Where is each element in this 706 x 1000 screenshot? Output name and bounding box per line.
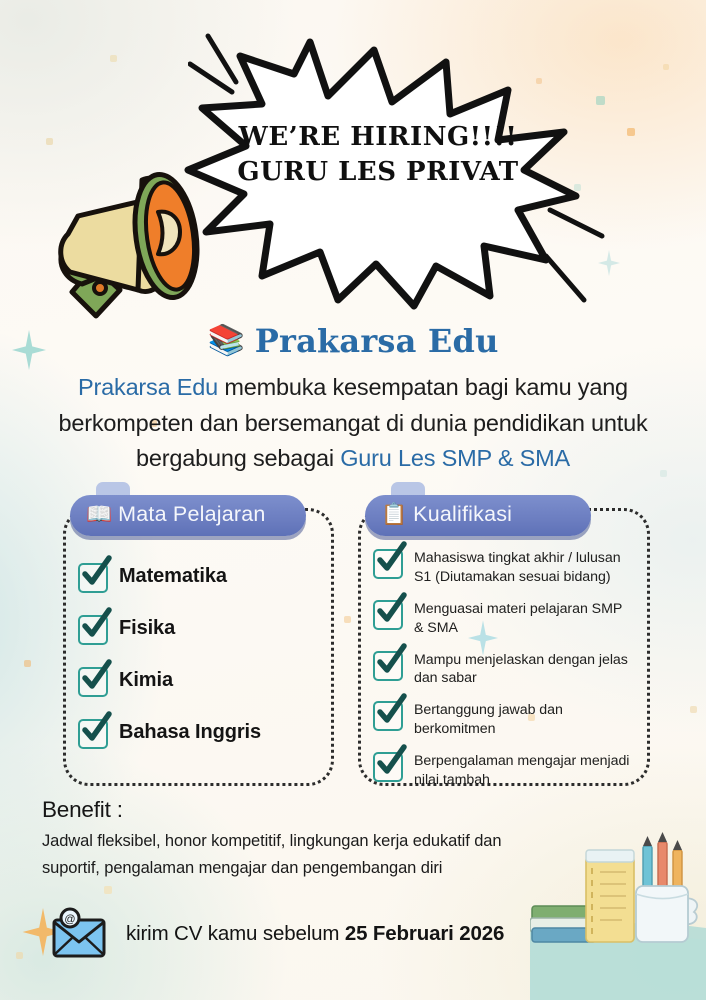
list-item bbox=[373, 700, 635, 739]
confetti-speck bbox=[24, 660, 31, 667]
checkbox-checked-icon bbox=[78, 719, 108, 749]
confetti-speck bbox=[104, 886, 112, 894]
list-item bbox=[78, 562, 318, 593]
motion-lines bbox=[540, 200, 626, 310]
headline-line-2: GURU LES PRIVAT bbox=[237, 156, 519, 187]
qualifications-card-title: Kualifikasi bbox=[413, 502, 513, 526]
headline-block bbox=[178, 120, 578, 189]
list-item bbox=[78, 718, 318, 749]
confetti-speck bbox=[663, 64, 669, 70]
subjects-pill bbox=[70, 495, 306, 536]
deadline-row bbox=[48, 908, 504, 960]
envelope-icon bbox=[48, 908, 110, 960]
headline-line-1: WE’RE HIRING!!!! bbox=[238, 122, 518, 152]
open-book-icon: 📖 bbox=[86, 503, 113, 526]
list-item bbox=[373, 751, 635, 790]
checkbox-checked-icon bbox=[78, 615, 108, 645]
checkbox-checked-icon bbox=[78, 563, 108, 593]
confetti-speck bbox=[690, 706, 697, 713]
checkbox-checked-icon bbox=[373, 651, 403, 681]
checkbox-checked-icon bbox=[373, 549, 403, 579]
deadline-text bbox=[126, 922, 504, 946]
subjects-list bbox=[78, 562, 318, 770]
checkbox-checked-icon bbox=[373, 600, 403, 630]
subjects-card-header bbox=[70, 495, 306, 536]
list-item bbox=[373, 650, 635, 689]
qualifications-list bbox=[373, 548, 635, 802]
desk-illustration bbox=[530, 810, 706, 1000]
list-item bbox=[373, 548, 635, 587]
books-icon: 📚 bbox=[207, 324, 245, 357]
confetti-speck bbox=[344, 616, 351, 623]
list-item bbox=[78, 666, 318, 697]
deadline-prefix: kirim CV kamu sebelum bbox=[126, 922, 345, 945]
motion-lines bbox=[188, 28, 278, 108]
intro-body: membuka kesempatan bagi kamu yang berkompeten dan bersemangat di dunia pendidikan untuk bergabung sebagai bbox=[58, 374, 648, 472]
checkbox-checked-icon bbox=[78, 667, 108, 697]
qualification-label: Bertanggung jawab dan berkomitmen bbox=[414, 702, 563, 738]
qualification-label: Mampu menjelaskan dengan jelas dan sabar bbox=[414, 651, 628, 687]
confetti-speck bbox=[596, 96, 605, 105]
intro-role-highlight: Guru Les SMP & SMA bbox=[340, 445, 570, 472]
benefit-body: Jadwal fleksibel, honor kompetitif, lingkungan kerja edukatif dan suportif, pengalaman mengajar dan pengembangan diri bbox=[42, 832, 502, 877]
subject-label: Kimia bbox=[119, 669, 173, 691]
qualification-label: Mahasiswa tingkat akhir / lulusan S1 (Diutamakan sesuai bidang) bbox=[414, 550, 621, 585]
qualification-label: Menguasai materi pelajaran SMP & SMA bbox=[414, 600, 623, 636]
clipboard-icon: 📋 bbox=[381, 503, 408, 526]
checkbox-checked-icon bbox=[373, 752, 403, 782]
subject-label: Fisika bbox=[119, 617, 176, 639]
deadline-date: 25 Februari 2026 bbox=[344, 922, 505, 945]
benefit-section bbox=[42, 797, 512, 881]
brand-heading bbox=[0, 322, 706, 360]
qualification-label: Berpengalaman mengajar menjadi nilai tambah bbox=[414, 753, 630, 788]
brand-name: Prakarsa Edu bbox=[254, 322, 499, 360]
subject-label: Matematika bbox=[119, 565, 227, 587]
list-item bbox=[373, 599, 635, 638]
intro-paragraph bbox=[22, 370, 684, 477]
svg-text:@: @ bbox=[64, 913, 76, 926]
list-item bbox=[78, 614, 318, 645]
intro-brand-lead: Prakarsa Edu bbox=[78, 374, 219, 400]
confetti-speck bbox=[110, 55, 117, 62]
qualifications-card-header bbox=[365, 495, 591, 536]
subject-label: Bahasa Inggris bbox=[119, 721, 261, 743]
checkbox-checked-icon bbox=[373, 701, 403, 731]
subjects-card-title: Mata Pelajaran bbox=[118, 502, 266, 526]
qualifications-pill bbox=[365, 495, 591, 536]
confetti-speck bbox=[627, 128, 635, 136]
benefit-title: Benefit : bbox=[42, 797, 123, 822]
